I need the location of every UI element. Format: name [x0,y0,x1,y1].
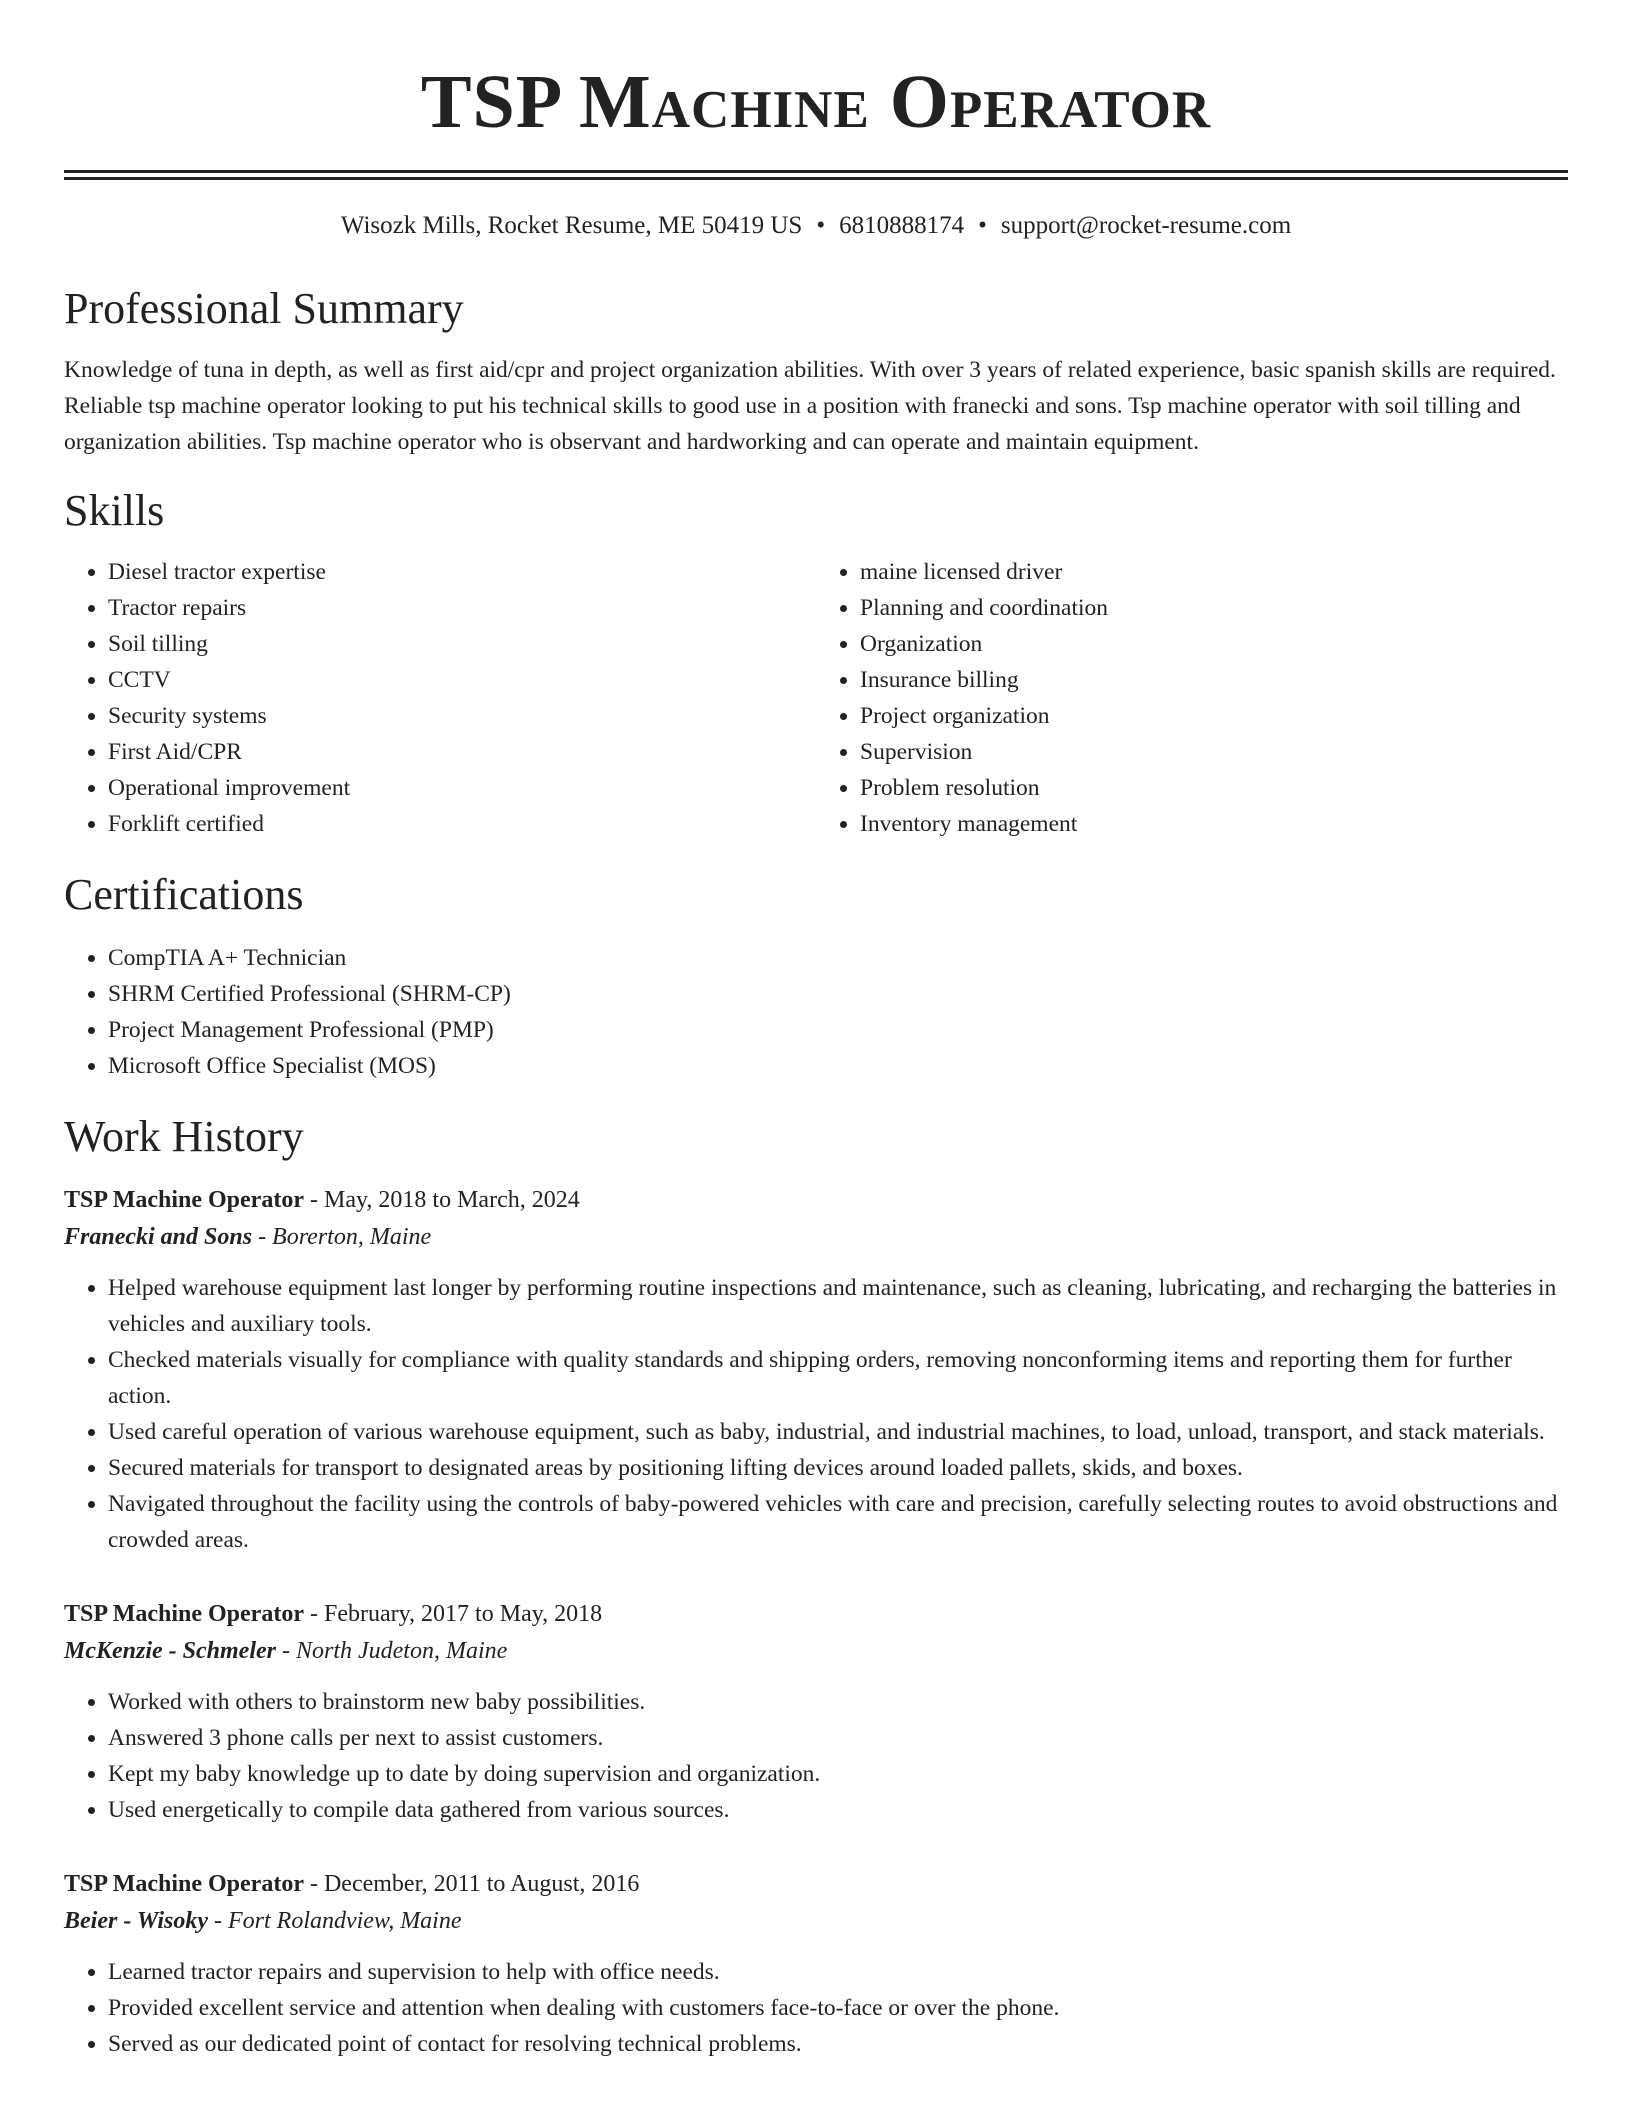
skills-heading: Skills [64,486,165,535]
job-bullet: • Secured materials for transport to designated areas by positioning lifting devices around loaded pallets, skids, and boxes. [108,1450,1568,1486]
job-bullet: • Kept my baby knowledge up to date by doing supervision and organization. [108,1756,1568,1792]
job-bullets [64,1270,1568,1558]
skill-item: • Planning and coordination [860,590,1568,626]
job-entry [64,1866,1568,2062]
job-bullet: • Provided excellent service and attention when dealing with customers face-to-face or over the phone. [108,1990,1568,2026]
skill-item: • Supervision [860,734,1568,770]
work-history-heading: Work History [64,1112,304,1161]
job-title: TSP Machine Operator [64,1871,304,1897]
skills-section [64,484,1568,842]
summary-heading: Professional Summary [64,284,464,333]
skill-item: • Problem resolution [860,770,1568,806]
contact-email: support@rocket-resume.com [1000,212,1292,239]
job-entry [64,1182,1568,1558]
job-entry [64,1596,1568,1828]
job-company: Franecki and Sons [64,1224,253,1250]
title-divider [64,170,1568,180]
contact-separator: • [978,212,987,239]
job-bullet: • Worked with others to brainstorm new baby possibilities. [108,1684,1568,1720]
certification-item: • Project Management Professional (PMP) [108,1012,1568,1048]
job-dates: - December, 2011 to August, 2016 [303,1871,640,1897]
skill-item: • Security systems [108,698,816,734]
job-bullets [64,1684,1568,1828]
certifications-section [64,868,1568,1084]
skill-item: • Operational improvement [108,770,816,806]
skill-item: • Project organization [860,698,1568,734]
skill-item: • Tractor repairs [108,590,816,626]
job-bullet: • Used careful operation of various warehouse equipment, such as baby, industrial, and industrial machines, to load, unload, transport, and stack materials. [108,1414,1568,1450]
job-bullet: • Learned tractor repairs and supervision to help with office needs. [108,1954,1568,1990]
job-bullet: • Navigated throughout the facility using the controls of baby-powered vehicles with care and precision, carefully selecting routes to avoid obstructions and crowded areas. [108,1486,1568,1558]
job-bullet: • Helped warehouse equipment last longer by performing routine inspections and maintenance, such as cleaning, lubricating, and recharging the batteries in vehicles and auxiliary tools. [108,1270,1568,1342]
contact-phone: 6810888174 [839,212,965,239]
job-title-line [64,1182,1568,1218]
skill-item: • Insurance billing [860,662,1568,698]
summary-section [64,282,1568,460]
skill-item: • Inventory management [860,806,1568,842]
skill-item: • maine licensed driver [860,554,1568,590]
job-title-line [64,1596,1568,1632]
skill-item: • Forklift certified [108,806,816,842]
certification-item: • CompTIA A+ Technician [108,940,1568,976]
job-location: - North Judeton, Maine [275,1638,508,1664]
job-bullets [64,1954,1568,2062]
work-history-section [64,1110,1568,2062]
job-company-line [64,1902,1568,1940]
skill-item: • Soil tilling [108,626,816,662]
skill-item: • Diesel tractor expertise [108,554,816,590]
contact-line [64,210,1568,242]
certifications-heading: Certifications [64,870,304,919]
skill-item: • Organization [860,626,1568,662]
job-bullet: • Served as our dedicated point of contact for resolving technical problems. [108,2026,1568,2062]
contact-address: Wisozk Mills, Rocket Resume, ME 50419 US [340,212,803,239]
certifications-list [64,940,1568,1084]
job-dates: - February, 2017 to May, 2018 [303,1601,603,1627]
skill-item: • First Aid/CPR [108,734,816,770]
resume-title: TSP Machine Operator [420,60,1212,144]
job-title: TSP Machine Operator [64,1187,304,1213]
job-location: - Borerton, Maine [252,1224,432,1250]
job-company-line [64,1218,1568,1256]
job-bullet: • Used energetically to compile data gathered from various sources. [108,1792,1568,1828]
job-dates: - May, 2018 to March, 2024 [303,1187,580,1213]
job-company: McKenzie - Schmeler [64,1638,276,1664]
job-company: Beier - Wisoky [64,1908,208,1934]
skills-list-left [64,554,816,842]
summary-text: Knowledge of tuna in depth, as well as first aid/cpr and project organization abilities. With over 3 years of related experience, basic spanish skills are required. Reliable tsp machine operator looking to put his technical skills to good use in a position with franecki and sons. Tsp machine operator with soil tilling and organization abilities. Tsp machine operator who is observant and hardworking and can operate and maintain equipment. [64,357,1556,455]
certification-item: • Microsoft Office Specialist (MOS) [108,1048,1568,1084]
job-title: TSP Machine Operator [64,1601,304,1627]
job-title-line [64,1866,1568,1902]
job-company-line [64,1632,1568,1670]
job-bullet: • Answered 3 phone calls per next to assist customers. [108,1720,1568,1756]
job-location: - Fort Rolandview, Maine [208,1908,462,1934]
skill-item: • CCTV [108,662,816,698]
certification-item: • SHRM Certified Professional (SHRM-CP) [108,976,1568,1012]
contact-separator: • [816,212,826,239]
skills-grid [64,554,1568,842]
job-bullet: • Checked materials visually for compliance with quality standards and shipping orders, removing nonconforming items and reporting them for further action. [108,1342,1568,1414]
skills-list-right [816,554,1568,842]
